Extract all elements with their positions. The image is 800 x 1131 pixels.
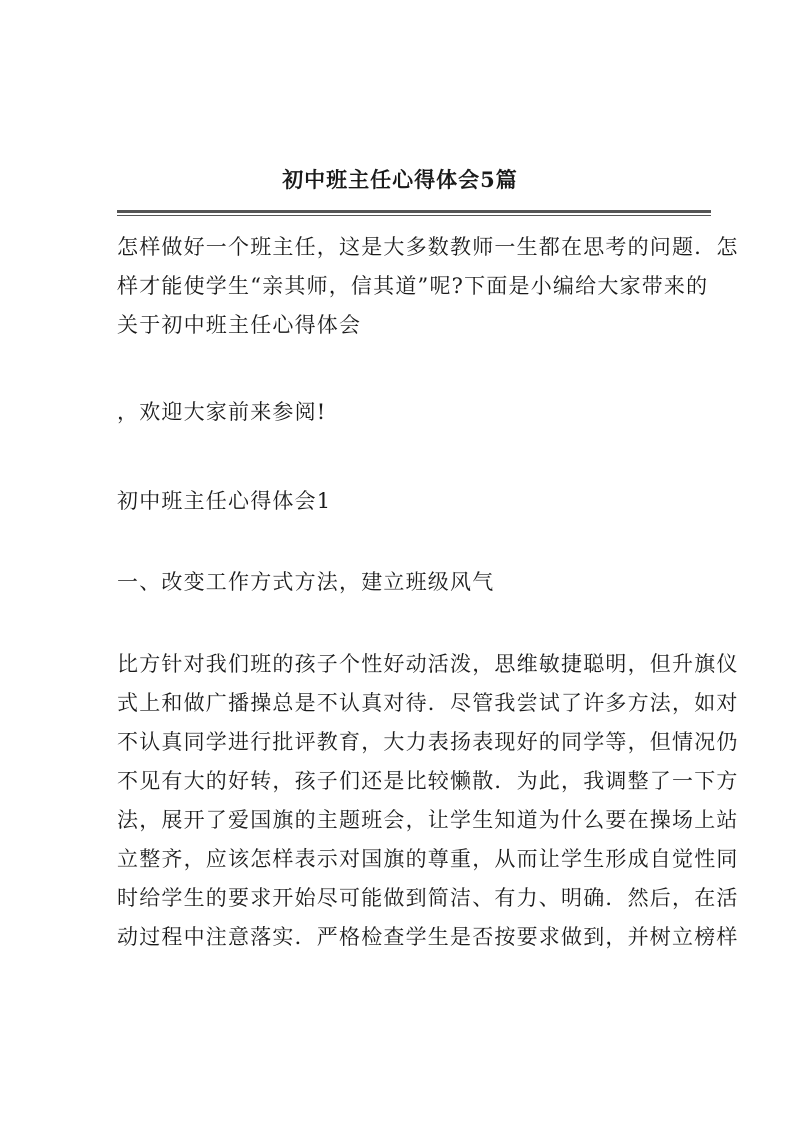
body-line: 式上和做广播操总是不认真对待．尽管我尝试了许多方法，如对 [117, 691, 739, 715]
body-line: 不认真同学进行批评教育，大力表扬表现好的同学等，但情况仍 [117, 730, 739, 754]
body-line: 法，展开了爱国旗的主题班会，让学生知道为什么要在操场上站 [117, 808, 739, 832]
body-line: 不见有大的好转，孩子们还是比较懒散．为此，我调整了一下方 [117, 769, 739, 793]
welcome-paragraph [117, 393, 717, 432]
body-line: 时给学生的要求开始尽可能做到简洁、有力、明确．然后，在活 [117, 886, 739, 910]
document-title: 初中班主任心得体会5篇 [282, 167, 518, 192]
intro-line: 怎样做好一个班主任，这是大多数教师一生都在思考的问题．怎 [117, 235, 739, 259]
title-divider-thin [117, 215, 711, 216]
body-paragraph [117, 645, 739, 957]
section-heading-text: 初中班主任心得体会1 [117, 489, 332, 513]
intro-line: 关于初中班主任心得体会 [117, 313, 362, 337]
section-heading [117, 482, 717, 521]
body-line: 动过程中注意落实．严格检查学生是否按要求做到，并树立榜样 [117, 925, 739, 949]
title-divider-thick [117, 210, 711, 213]
welcome-line: ，欢迎大家前来参阅! [117, 400, 327, 424]
intro-line: 样才能使学生“亲其师，信其道”呢?下面是小编给大家带来的 [117, 274, 709, 298]
body-line: 立整齐，应该怎样表示对国旗的尊重，从而让学生形成自觉性同 [117, 847, 739, 871]
body-line: 比方针对我们班的孩子个性好动活泼，思维敏捷聪明，但升旗仪 [117, 652, 739, 676]
intro-paragraph [117, 228, 739, 345]
subheading [117, 563, 717, 602]
subheading-text: 一、改变工作方式方法，建立班级风气 [117, 570, 495, 594]
